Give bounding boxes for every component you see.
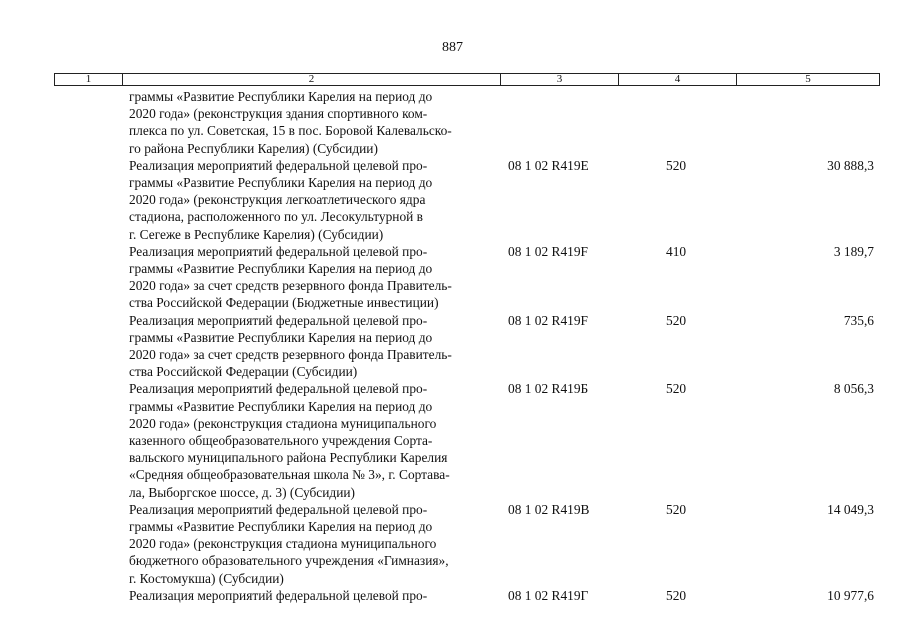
row-target-code: 08 1 02 R419F: [508, 243, 588, 259]
description-line: граммы «Развитие Республики Карелия на период до: [129, 89, 433, 104]
row-amount: 30 888,3: [827, 157, 874, 173]
description-line: 2020 года» (реконструкция стадиона муниципального: [129, 536, 437, 552]
row-amount: 3 189,7: [833, 243, 874, 259]
table-row: [0, 312, 905, 381]
row-description: [129, 243, 499, 312]
row-description: [129, 587, 499, 604]
description-line: Реализация мероприятий федеральной целевой про-: [129, 243, 428, 259]
row-target-code: 08 1 02 R419Г: [508, 587, 589, 603]
description-line: 2020 года» (реконструкция легкоатлетического ядра: [129, 192, 426, 208]
description-line: Реализация мероприятий федеральной целевой про-: [129, 157, 428, 173]
description-line: 2020 года» за счет средств резервного фонда Правитель-: [129, 278, 452, 294]
description-line: 2020 года» за счет средств резервного фонда Правитель-: [129, 347, 452, 363]
table-row: [0, 380, 905, 500]
row-description: [129, 312, 499, 381]
row-target-code: 08 1 02 R419E: [508, 157, 589, 173]
description-line: граммы «Развитие Республики Карелия на период до: [129, 519, 433, 535]
description-line: ства Российской Федерации (Бюджетные инвестиции): [129, 295, 439, 311]
row-expense-type: 520: [666, 381, 687, 397]
row-amount: 8 056,3: [833, 381, 874, 397]
table-header-col-1: 1: [55, 74, 123, 85]
description-line: Реализация мероприятий федеральной целевой про-: [129, 381, 428, 397]
row-expense-type: 520: [666, 587, 687, 603]
table-header-col-2: 2: [123, 74, 501, 85]
table-row: [0, 501, 905, 587]
table-row: [0, 243, 905, 312]
row-description: [129, 88, 499, 157]
table-header-col-4: 4: [619, 74, 737, 85]
row-amount: 735,6: [843, 312, 874, 328]
row-target-code: 08 1 02 R419В: [508, 501, 590, 517]
description-line: г. Костомукша) (Субсидии): [129, 570, 284, 586]
row-description: [129, 380, 499, 500]
row-expense-type: 520: [666, 501, 687, 517]
row-description: [129, 501, 499, 587]
description-line: граммы «Развитие Республики Карелия на период до: [129, 175, 433, 191]
description-line: граммы «Развитие Республики Карелия на период до: [129, 261, 433, 277]
row-expense-type: 520: [666, 312, 687, 328]
description-line: ла, Выборгское шоссе, д. 3) (Субсидии): [129, 484, 356, 500]
description-line: 2020 года» (реконструкция стадиона муниципального: [129, 415, 437, 431]
description-line: г. Сегеже в Республике Карелия) (Субсидии): [129, 226, 384, 242]
table-row: [0, 157, 905, 243]
description-line: плекса по ул. Советская, 15 в пос. Боровой Калевальско-: [129, 123, 452, 139]
table-header-col-5: 5: [805, 73, 811, 85]
row-target-code: 08 1 02 R419F: [508, 312, 588, 328]
description-line: граммы «Развитие Республики Карелия на период до: [129, 329, 433, 345]
row-amount: 14 049,3: [827, 501, 874, 517]
row-expense-type: 410: [666, 243, 687, 259]
description-line: казенного общеобразовательного учреждения Сорта-: [129, 433, 433, 449]
row-description: [129, 157, 499, 243]
row-amount: 10 977,6: [827, 587, 874, 603]
description-line: 2020 года» (реконструкция здания спортивного ком-: [129, 106, 428, 122]
row-target-code: 08 1 02 R419Б: [508, 381, 589, 397]
description-line: граммы «Развитие Республики Карелия на период до: [129, 398, 433, 414]
table-header-col-3: 3: [501, 74, 619, 85]
table-row: [0, 88, 905, 157]
description-line: Реализация мероприятий федеральной целевой про-: [129, 587, 428, 603]
page-number: 887: [442, 40, 463, 55]
table-body: [0, 88, 905, 604]
row-expense-type: 520: [666, 157, 687, 173]
description-line: «Средняя общеобразовательная школа № 3», г. Сортава-: [129, 467, 450, 483]
description-line: стадиона, расположенного по ул. Лесокультурной в: [129, 209, 424, 225]
description-line: бюджетного образовательного учреждения «Гимназия»,: [129, 553, 449, 569]
description-line: Реализация мероприятий федеральной целевой про-: [129, 312, 428, 328]
table-row: [0, 587, 905, 604]
table-header-row: [54, 73, 880, 86]
description-line: ства Российской Федерации (Субсидии): [129, 364, 358, 380]
description-line: го района Республики Карелия) (Субсидии): [129, 140, 378, 156]
description-line: Реализация мероприятий федеральной целевой про-: [129, 501, 428, 517]
description-line: вальского муниципального района Республики Карелия: [129, 450, 448, 466]
